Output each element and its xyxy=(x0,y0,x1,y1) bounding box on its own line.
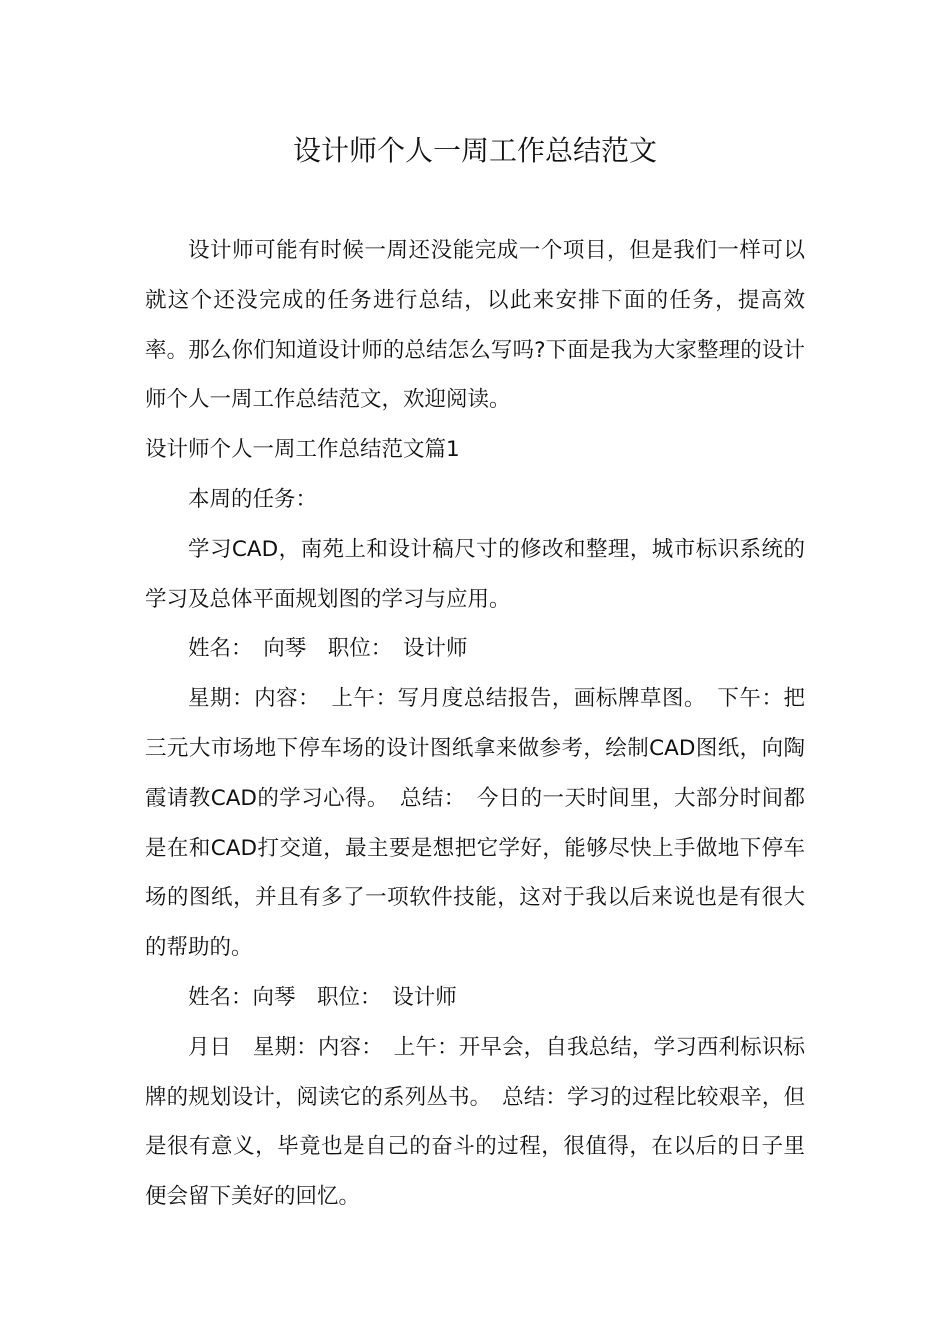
task-paragraph: 学习CAD，南苑上和设计稿尺寸的修改和整理，城市标识系统的学习及总体平面规划图的学习与应用。 xyxy=(145,536,805,612)
document-body xyxy=(145,226,805,1222)
task-label: 本周的任务： xyxy=(188,486,318,512)
section-heading: 设计师个人一周工作总结范文篇1 xyxy=(145,437,460,463)
document-title: 设计师个人一周工作总结范文 xyxy=(292,134,657,167)
daily-log-paragraph: 星期：内容： 上午：写月度总结报告，画标牌草图。 下午：把三元大市场地下停车场的设计图纸拿来做参考，绘制CAD图纸，向陶霞请教CAD的学习心得。 总结： 今日的一天时间里，大部分时间都是在和CAD打交道，最主要是想把它学好，能够尽快上手做地下停车场的图纸，并且有多了一项软件技能，这对于我以后来说也是有很大的帮助的。 xyxy=(145,686,805,961)
daily-log-paragraph: 月日 星期：内容： 上午：开早会，自我总结，学习西利标识标牌的规划设计，阅读它的系列丛书。 总结：学习的过程比较艰辛，但是很有意义，毕竟也是自己的奋斗的过程，很值得，在以后的日子里便会留下美好的回忆。 xyxy=(145,1034,805,1210)
name-position-line: 姓名： 向琴 职位： 设计师 xyxy=(188,636,468,662)
intro-paragraph: 设计师可能有时候一周还没能完成一个项目，但是我们一样可以就这个还没完成的任务进行总结，以此来安排下面的任务，提高效率。那么你们知道设计师的总结怎么写吗?下面是我为大家整理的设计师个人一周工作总结范文，欢迎阅读。 xyxy=(145,238,805,413)
name-position-line: 姓名：向琴 职位： 设计师 xyxy=(188,984,457,1010)
